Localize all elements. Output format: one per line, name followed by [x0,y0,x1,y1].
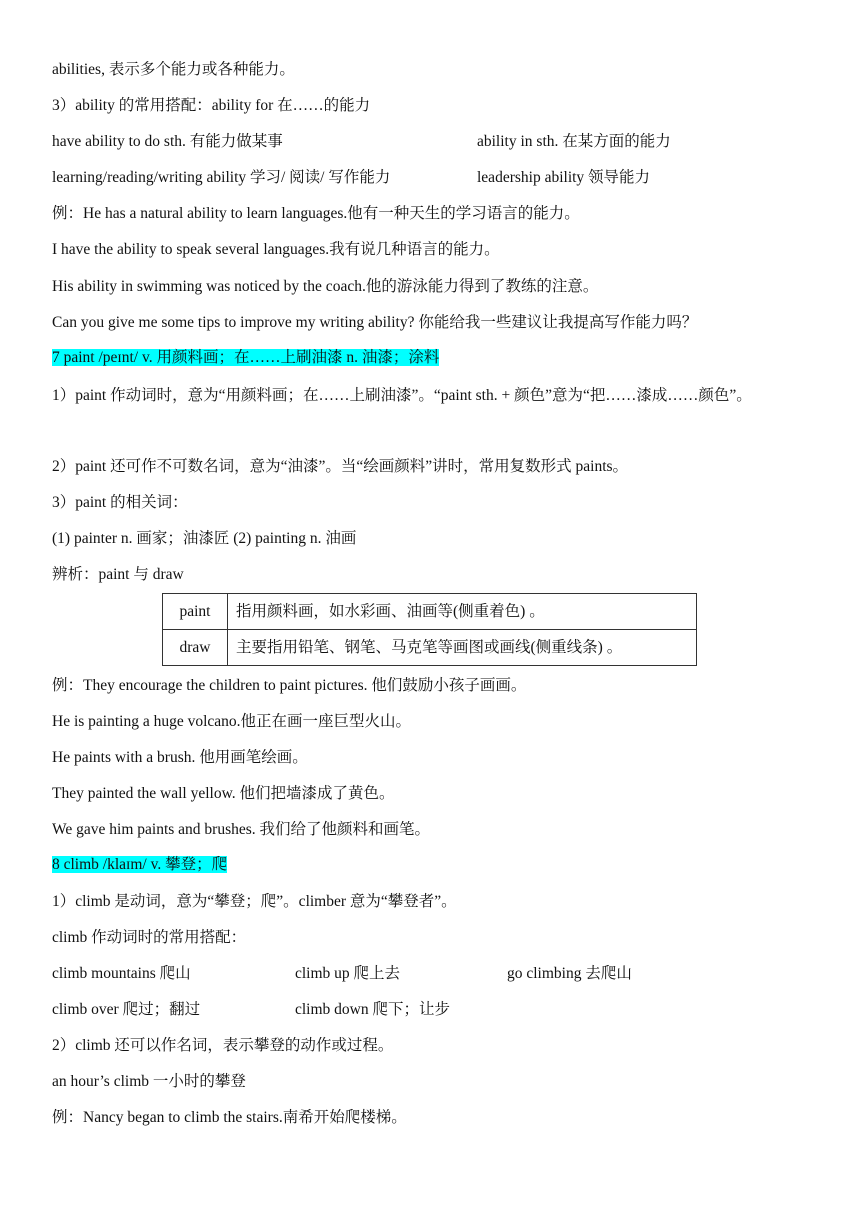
example-sentence: They painted the wall yellow. 他们把墙漆成了黄色。 [52,785,395,802]
example-sentence: Can you give me some tips to improve my writing ability? 你能给我一些建议让我提高写作能力吗？ [52,314,698,331]
example-sentence: 例：Nancy began to climb the stairs.南希开始爬楼梯。 [52,1109,407,1126]
example-sentence: His ability in swimming was noticed by the coach.他的游泳能力得到了教练的注意。 [52,278,599,295]
table-cell-meaning: 指用颜料画，如水彩画、油画等(侧重着色) 。 [228,594,697,630]
table-row [163,594,697,630]
table-cell-word: paint [163,594,228,630]
collocation-item: climb over 爬过；翻过 [52,1001,201,1018]
highlight: 7 paint /peɪnt/ v. 用颜料画；在……上刷油漆 n. 油漆；涂料 [52,349,440,366]
text-line: (1) painter n. 画家；油漆匠 (2) painting n. 油画 [52,530,357,547]
collocation-item: go climbing 去爬山 [507,965,632,982]
table-row [163,630,697,666]
collocation-left: have ability to do sth. 有能力做某事 [52,133,283,150]
text-line: abilities, 表示多个能力或各种能力。 [52,61,295,78]
example-sentence: We gave him paints and brushes. 我们给了他颜料和画笔。 [52,821,431,838]
text-line: 1）climb 是动词，意为“攀登；爬”。climber 意为“攀登者”。 [52,893,457,910]
example-sentence: 例：He has a natural ability to learn languages.他有一种天生的学习语言的能力。 [52,205,580,222]
table-cell-meaning: 主要指用铅笔、钢笔、马克笔等画图或画线(侧重线条) 。 [228,630,697,666]
text-line: 3）paint 的相关词： [52,494,188,511]
table-cell-word: draw [163,630,228,666]
vocab-heading-paint [52,347,439,369]
collocation-item: climb down 爬下；让步 [295,1001,450,1018]
comparison-table [162,593,697,666]
text-line: climb 作动词时的常用搭配： [52,929,247,946]
text-line: 2）climb 还可以作名词，表示攀登的动作或过程。 [52,1037,394,1054]
text-line: an hour’s climb 一小时的攀登 [52,1073,246,1090]
example-sentence: 例：They encourage the children to paint pictures. 他们鼓励小孩子画画。 [52,677,527,694]
collocation-item: climb up 爬上去 [295,965,401,982]
collocation-right: leadership ability 领导能力 [477,169,651,186]
text-line: 辨析：paint 与 draw [52,566,184,583]
collocation-item: climb mountains 爬山 [52,965,191,982]
vocab-heading-climb [52,854,227,876]
highlight: 8 climb /klaɪm/ v. 攀登；爬 [52,856,228,873]
text-line: 3）ability 的常用搭配：ability for 在……的能力 [52,97,371,114]
text-paragraph: 1）paint 作动词时，意为“用颜料画；在……上刷油漆”。“paint sth. + 颜色”意为“把……漆成……颜色”。 [52,387,752,404]
text-line: 2）paint 还可作不可数名词，意为“油漆”。当“绘画颜料”讲时，常用复数形式 paints。 [52,458,629,475]
example-sentence: He paints with a brush. 他用画笔绘画。 [52,749,308,766]
example-sentence: I have the ability to speak several languages.我有说几种语言的能力。 [52,241,500,258]
example-sentence: He is painting a huge volcano.他正在画一座巨型火山。 [52,713,412,730]
collocation-left: learning/reading/writing ability 学习/ 阅读/ 写作能力 [52,169,391,186]
collocation-right: ability in sth. 在某方面的能力 [477,133,671,150]
